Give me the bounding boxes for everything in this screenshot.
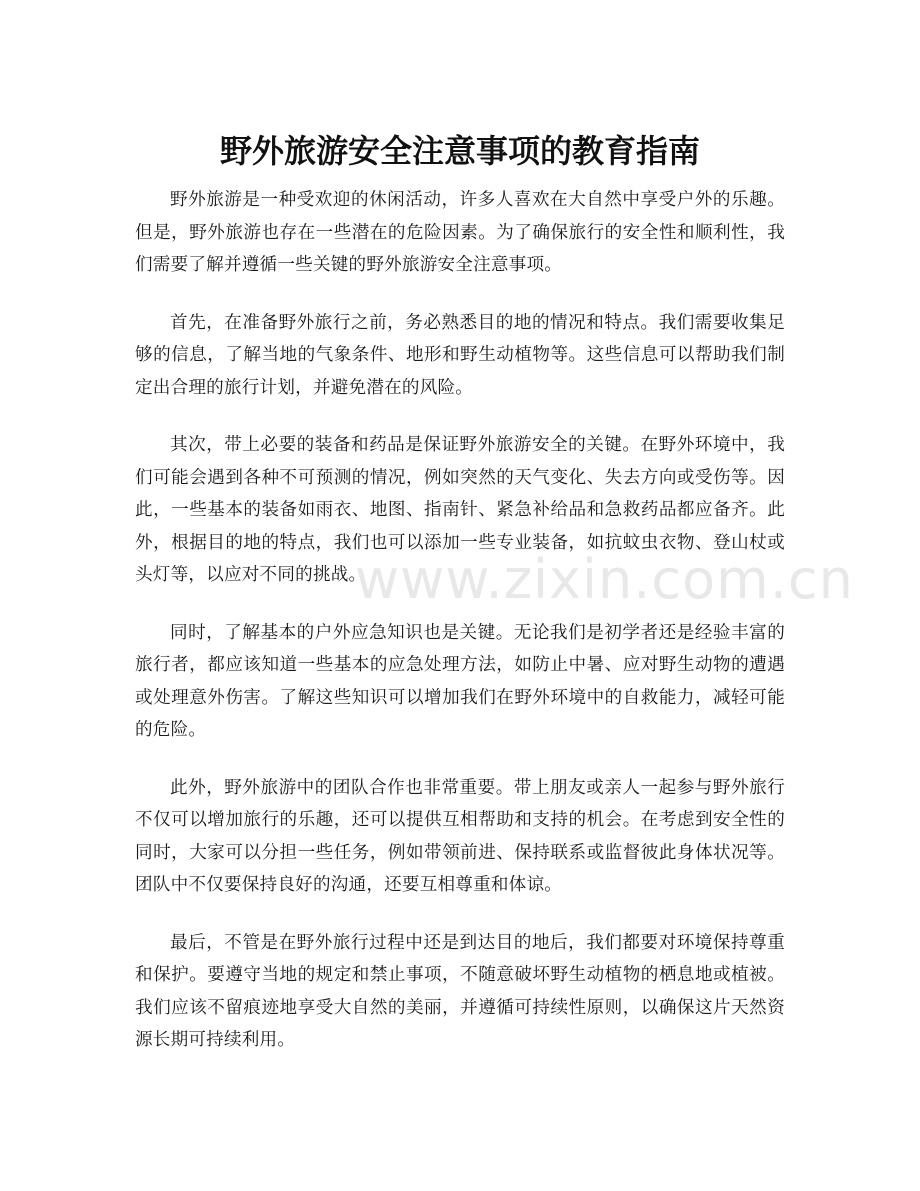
paragraph-5: 此外，野外旅游中的团队合作也非常重要。带上朋友或亲人一起参与野外旅行不仅可以增加旅行的乐趣，还可以提供互相帮助和支持的机会。在考虑到安全性的同时，大家可以分担一些任务，例如带领前进、保持联系或监督彼此身体状况等。团队中不仅要保持良好的沟通，还要互相尊重和体谅。: [135, 777, 785, 895]
paragraph-6: 最后，不管是在野外旅行过程中还是到达目的地后，我们都要对环境保持尊重和保护。要遵守当地的规定和禁止事项，不随意破坏野生动植物的栖息地或植被。我们应该不留痕迹地享受大自然的美丽，并遵循可持续性原则，以确保这片天然资源长期可持续利用。: [135, 932, 785, 1050]
paragraph-1: 野外旅游是一种受欢迎的休闲活动，许多人喜欢在大自然中享受户外的乐趣。但是，野外旅游也存在一些潜在的危险因素。为了确保旅行的安全性和顺利性，我们需要了解并遵循一些关键的野外旅游安全注意事项。: [135, 190, 785, 275]
document-body: [135, 184, 854, 1082]
document-title: 野外旅游安全注意事项的教育指南: [219, 132, 700, 171]
paragraph-2: 首先，在准备野外旅行之前，务必熟悉目的地的情况和特点。我们需要收集足够的信息，了解当地的气象条件、地形和野生动植物等。这些信息可以帮助我们制定出合理的旅行计划，并避免潜在的风险。: [135, 312, 785, 398]
paragraph-4: 同时，了解基本的户外应急知识也是关键。无论我们是初学者还是经验丰富的旅行者，都应该知道一些基本的应急处理方法，如防止中暑、应对野生动物的遭遇或处理意外伤害。了解这些知识可以增加我们在野外环境中的自救能力，减轻可能的危险。: [135, 622, 785, 740]
paragraph-3: 其次，带上必要的装备和药品是保证野外旅游安全的关键。在野外环境中，我们可能会遇到各种不可预测的情况，例如突然的天气变化、失去方向或受伤等。因此，一些基本的装备如雨衣、地图、指南针、紧急补给品和急救药品都应备齐。此外，根据目的地的特点，我们也可以添加一些专业装备，如抗蚊虫衣物、登山杖或头灯等，以应对不同的挑战。: [135, 435, 785, 585]
watermark: www.zixin.com.cn: [355, 548, 854, 611]
